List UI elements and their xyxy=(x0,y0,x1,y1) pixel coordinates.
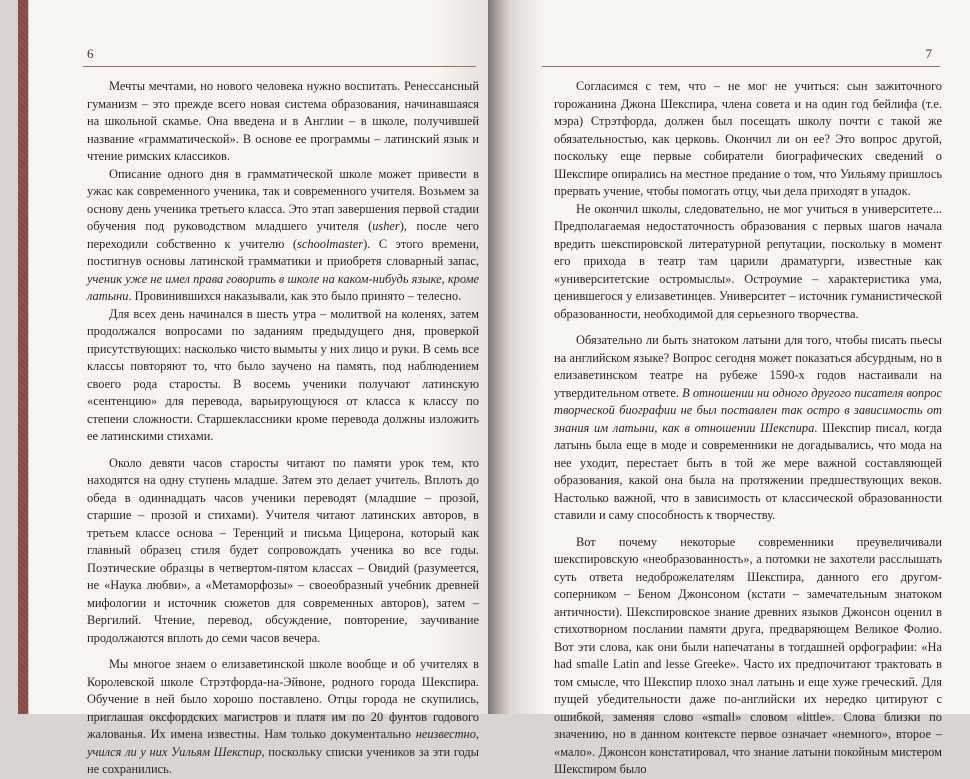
page-number: 7 xyxy=(925,46,932,61)
header-rule xyxy=(542,66,940,67)
page-text xyxy=(554,78,942,779)
paragraph: Около девяти часов старосты читают по памяти урок тем, кто находятся на одну ступень младше. Затем это делает учитель. Вплоть до обеда в одиннадцать часов ученики переводят (младшие – прозой, старшие – прозой и стихами). Учителя читают латинских авторов, в третьем классе основа – Теренций и письма Цицерона, который как главный образец стиля будет сопровождать ученика во все годы. Поэтические образцы в четвертом-пятом классах – Овидий (разумеется, не «Наука любви», а «Метаморфозы» – своеобразный учебник древней мифологии и источник сюжетов для современных авторов), затем – Вергилий. Чтение, перевод, обсуждение, повторение, заучивание продолжаются вплоть до семи часов вечера. xyxy=(87,455,479,645)
paragraph: Обязательно ли быть знатоком латыни для того, чтобы писать пьесы на английском языке? Вопрос сегодня может показаться абсурдным, но в елизаветинском театре на рубеже 1590-х годов настаивали на утвердительном ответе. В отношении ни одного другого писателя вопрос творческой биографии не был поставлен так остро в зависимость от знания им латыни, как в отношении Шекспира. Шекспир писал, когда латынь была еще в моде и современники не догадывались, что мода на нее уходит, перестает быть в той же мере важной составляющей образования, какой она была на протяжении предшествующих веков. Настолько важной, что в зависимость от классической образованности ставили и саму способность к творчеству. xyxy=(554,333,942,522)
paragraph: Согласимся с тем, что – не мог не учиться: сын зажиточного горожанина Джона Шекспира, члена совета и на один год бейлифа (т.е. мэра) Стрэтфорда, должен был посещать школу почти с такой же обязательностью, как церковь. Окончил ли он ее? Это вопрос другой, поскольку еще первые собиратели биографических сведений о Шекспире опирались на местное предание о том, что Уильяму пришлось прервать учение, чтобы помогать отцу, чьи дела приходят в упадок. xyxy=(554,79,942,198)
header-rule xyxy=(83,66,476,67)
right-page xyxy=(512,0,970,776)
paragraph: Мы многое знаем о елизаветинской школе вообще и об учителях в Королевской школе Стрэтфорда-на-Эйвоне, родного города Шекспира. Обучение в ней было хорошо поставлено. Отцы города не скупились, приглашая оксфордских магистров и платя им по 20 фунтов годового жалованья. Их имена известны. Нам только документально неизвестно, учился ли у них Уильям Шекспир, поскольку списки учеников за эти годы не сохранились. xyxy=(87,657,479,776)
left-page xyxy=(28,0,490,776)
paragraph: Не окончил школы, следовательно, не мог учиться в университете... Предполагаемая недостаточность образования с первых шагов начала вредить шекспировской литературной репутации, поскольку в момент его прихода в театр там царили драматурги, известные как «университетские остромыслы». Остроумие – характеристика ума, ценившегося у елизаветинцев. Университет – источник гуманистической образованности, необходимой для серьезного творчества. xyxy=(554,201,942,321)
paragraph: Мечты мечтами, но нового человека нужно воспитать. Ренессансный гуманизм – это прежде всего новая система образования, начинавшаяся на школьной скамье. Она введена и в Англии – в школе, получившей название «грамматической». В основе ее программы – латинский язык и чтение римских классиков. xyxy=(87,79,479,163)
page-text xyxy=(87,78,479,779)
paragraph: Вот почему некоторые современники преувеличивали шекспировскую «необразованность», а потомки не захотели расслышать суть ответа недоброжелателям Шекспира, данного его другом-соперником – Беном Джонсоном (кстати – замечательным знатоком античности). Шекспировское знание древних языков Джонсон оценил в стихотворном послании памяти друга, предваряющем Великое Фолио. Вот эти слова, как они были напечатаны в тогдашней орфографии: «Ha had smalle Latin and lesse Greeke». Часто их предпочитают трактовать в том смысле, что Шекспир плохо знал латынь и еще хуже греческий. Для пущей убедительности даже по-английски их нередко цитируют с ошибкой, заменяя слово «small» словом «little». Слова близки по значению, но в данном контексте первое означает «немного», второе – «мало». Джонсон констатировал, что знание латыни покойным мистером Шекспиром было xyxy=(554,534,942,776)
paragraph: Описание одного дня в грамматической школе может привести в ужас как современного ученика, так и современного учителя. Возьмем за основу день ученика третьего класса. Это этап завершения первой стадии обучения под руководством младшего учителя (usher), после чего переходили собственно к учителю (schoolmaster). С этого времени, постигнув основы латинской грамматики и приобретя словарный запас, ученик уже не имел права говорить в школе на каком-нибудь языке, кроме латыни. Провинившихся наказывали, как это было принято – телесно. xyxy=(87,166,480,303)
paragraph: Для всех день начинался в шесть утра – молитвой на коленях, затем продолжался вопросами по заданиям предыдущего дня, проверкой присутствующих: насколько чисто вымыты у них лицо и руки. В семь все классы повторяют то, что было заучено на память, под наблюдением своего рода старосты. В восемь ученики получают латинскую «сентенцию» для перевода, варьирующуюся от класса к классу по степени сложности. Старшеклассники кроме перевода должны изложить ее латинскими стихами. xyxy=(87,306,479,443)
page-number: 6 xyxy=(87,46,94,61)
